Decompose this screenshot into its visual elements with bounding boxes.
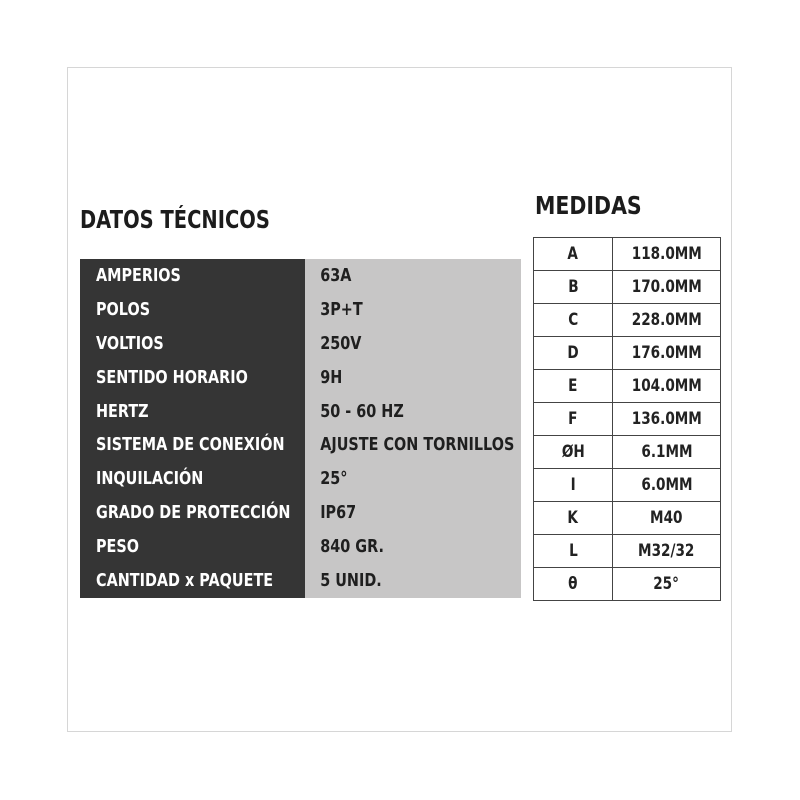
medida-value	[613, 535, 721, 568]
spec-label-cantidad-paquete: CANTIDAD x PAQUETE	[96, 570, 274, 592]
medida-value-text: 118.0MM	[631, 244, 702, 264]
spec-value-peso: 840 GR.	[320, 536, 384, 558]
medida-key	[534, 469, 613, 502]
medida-value-text: M32/32	[638, 541, 695, 561]
datos-tecnicos-table	[80, 259, 521, 598]
medidas-row	[534, 271, 721, 304]
medida-key	[534, 436, 613, 469]
medida-key	[534, 370, 613, 403]
medida-value-text: 136.0MM	[631, 409, 702, 429]
medida-value	[613, 568, 721, 601]
medida-key-text: D	[567, 343, 579, 363]
spec-value-grado-proteccion: IP67	[320, 502, 357, 524]
medida-key-text: E	[568, 376, 578, 396]
spec-value-cantidad-paquete: 5 UNID.	[320, 570, 382, 592]
medida-value	[613, 436, 721, 469]
medidas-row	[534, 238, 721, 271]
medidas-row	[534, 403, 721, 436]
medida-value-text: 176.0MM	[631, 343, 702, 363]
medida-value-text: 6.1MM	[640, 442, 693, 462]
spec-label-hertz: HERTZ	[96, 400, 149, 422]
medida-value	[613, 304, 721, 337]
medidas-row	[534, 337, 721, 370]
medida-value	[613, 238, 721, 271]
spec-label-amperios: AMPERIOS	[96, 265, 181, 286]
medida-key	[534, 403, 613, 436]
datos-tecnicos-labels-column	[80, 259, 305, 598]
medida-key	[534, 502, 613, 535]
medida-value	[613, 370, 721, 403]
spec-label-sentido-horario: SENTIDO HORARIO	[96, 366, 248, 388]
medida-value-text: 104.0MM	[631, 376, 702, 396]
medida-key-text: F	[568, 409, 578, 429]
medida-key-text: B	[567, 277, 579, 297]
spec-value-voltios: 250V	[320, 332, 362, 354]
spec-label-inquilacion: INQUILACIÓN	[96, 468, 204, 490]
medida-value-text: 170.0MM	[631, 277, 702, 297]
medidas-title: MEDIDAS	[535, 191, 642, 220]
medida-key-text: A	[567, 244, 579, 264]
medida-key-text: K	[567, 508, 579, 528]
spec-label-grado-proteccion: GRADO DE PROTECCIÓN	[96, 502, 291, 524]
datos-tecnicos-values-column	[305, 259, 521, 598]
medidas-row	[534, 469, 721, 502]
medida-value	[613, 502, 721, 535]
medidas-row	[534, 304, 721, 337]
medida-value	[613, 337, 721, 370]
medida-key-text: θ	[568, 574, 578, 594]
medidas-row	[534, 370, 721, 403]
medida-value-text: 25°	[653, 574, 680, 594]
spec-label-polos: POLOS	[96, 298, 151, 320]
medida-value	[613, 403, 721, 436]
medida-key	[534, 271, 613, 304]
medidas-row	[534, 535, 721, 568]
medida-key-text: ØH	[561, 442, 585, 462]
spec-value-hertz: 50 - 60 HZ	[320, 400, 404, 422]
spec-value-sentido-horario: 9H	[320, 366, 343, 388]
medidas-row	[534, 436, 721, 469]
spec-label-peso: PESO	[96, 536, 140, 558]
medida-key	[534, 568, 613, 601]
medidas-row	[534, 568, 721, 601]
datos-tecnicos-title: DATOS TÉCNICOS	[80, 205, 270, 234]
medidas-table	[533, 237, 721, 601]
spec-label-sistema-conexion: SISTEMA DE CONEXIÓN	[96, 434, 285, 456]
medida-value	[613, 271, 721, 304]
medidas-row	[534, 502, 721, 535]
spec-value-polos: 3P+T	[320, 298, 363, 320]
spec-value-inquilacion: 25°	[320, 468, 348, 490]
medida-key	[534, 337, 613, 370]
spec-label-voltios: VOLTIOS	[96, 332, 164, 354]
medida-value	[613, 469, 721, 502]
medida-value-text: M40	[650, 508, 683, 528]
medida-key	[534, 238, 613, 271]
medida-key	[534, 535, 613, 568]
medida-value-text: 228.0MM	[631, 310, 702, 330]
medida-key-text: L	[568, 541, 578, 561]
medida-key	[534, 304, 613, 337]
medida-key-text: I	[570, 475, 576, 495]
medida-value-text: 6.0MM	[640, 475, 693, 495]
spec-value-amperios: 63A	[320, 265, 352, 286]
spec-value-sistema-conexion: AJUSTE CON TORNILLOS	[320, 434, 515, 456]
medida-key-text: C	[567, 310, 578, 330]
